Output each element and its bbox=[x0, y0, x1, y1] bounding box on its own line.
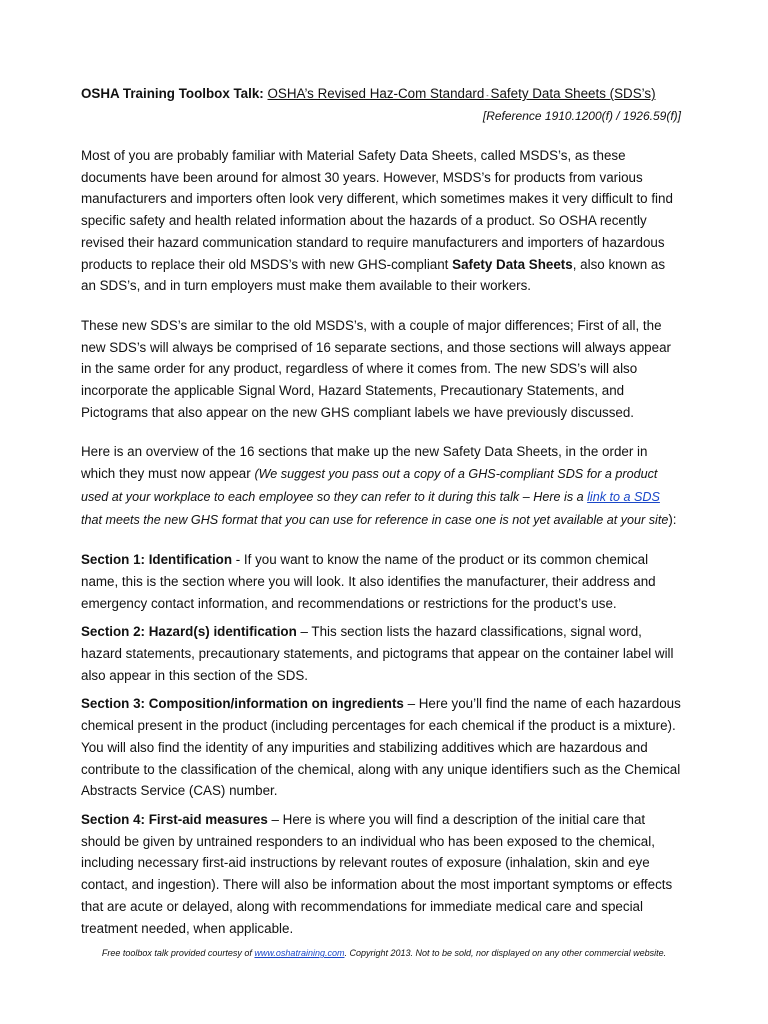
section-2-heading: Section 2: Hazard(s) identification bbox=[81, 624, 297, 640]
section-4-paragraph bbox=[81, 809, 681, 939]
footer-text-1: Free toolbox talk provided courtesy of bbox=[101, 948, 255, 958]
section-4-heading: Section 4: First-aid measures bbox=[81, 811, 268, 827]
section-2-paragraph bbox=[81, 621, 681, 686]
page-footer bbox=[0, 946, 768, 960]
title-separator: - bbox=[484, 93, 491, 100]
section-4-body: – Here is where you will find a description of the initial care that should be given by untrained responders to an individual who has been exposed to the chemical, including necessary first-aid instructions by relevant routes of exposure (inhalation, skin and eye contact, and ingestion). There will also be information about the most important symptoms or effects that are acute or delayed, along with recommendations for immediate medical care and special treatment needed, when applicable. bbox=[81, 811, 673, 936]
title-label: OSHA Training Toolbox Talk: bbox=[81, 86, 264, 101]
section-1-body: - If you want to know the name of the product or its common chemical name, this is the section where you will look. It also identifies the manufacturer, their address and emergency contact information, and recommendations or restrictions for the product’s use. bbox=[81, 552, 656, 611]
overview-italic-2: that meets the new GHS format that you can use for reference in case one is not yet available at your site bbox=[81, 512, 669, 527]
footer-website-link[interactable]: www.oshatraining.com bbox=[254, 948, 345, 958]
section-3-heading: Section 3: Composition/information on ingredients bbox=[81, 696, 404, 712]
section-1-heading: Section 1: Identification bbox=[81, 552, 233, 568]
section-2-body: – This section lists the hazard classifications, signal word, hazard statements, precautionary statements, and pictograms that appear on the container label will also appear in this section of the SDS. bbox=[81, 624, 674, 683]
differences-paragraph: These new SDS’s are similar to the old MSDS’s, with a couple of major differences; First of all, the new SDS’s will always be comprised of 16 separate sections, and those sections will always appear in the same order for any product, regardless of where it comes from. The new SDS’s will also incorporate the applicable Signal Word, Hazard Statements, Precautionary Statements, and Pictograms that also appear on the new GHS compliant labels we have previously discussed. bbox=[81, 317, 671, 420]
reference-citation: [Reference 1910.1200(f) / 1926.59(f)] bbox=[482, 109, 681, 123]
section-3-body: – Here you’ll find the name of each hazardous chemical present in the product (including percentages for each chemical if the product is a mixture). You will also find the identity of any impurities and stabilizing additives which are hazardous and contribute to the classification of the chemical, along with any unique identifiers such as the Chemical Abstracts Service (CAS) number. bbox=[81, 696, 681, 799]
intro-text-2: , also known as an SDS’s, and in turn employers must make them available to their workers. bbox=[81, 256, 666, 294]
section-1-paragraph bbox=[81, 549, 681, 614]
title-part-1: OSHA’s Revised Haz-Com Standard bbox=[267, 86, 485, 101]
intro-paragraph bbox=[81, 145, 681, 297]
intro-text-1: Most of you are probably familiar with Material Safety Data Sheets, called MSDS’s, as these documents have been around for almost 30 years. However, MSDS’s for products from various manufacturers and importers often look very different, which sometimes makes it very difficult to find specific safety and health related information about the hazards of a product. So OSHA recently revised their hazard communication standard to require manufacturers and importers of hazardous products to replace their old MSDS’s with new GHS-compliant bbox=[81, 148, 673, 272]
document-page bbox=[81, 84, 681, 939]
footer-text-2: . Copyright 2013. Not to be sold, nor displayed on any other commercial website. bbox=[344, 948, 667, 958]
section-3-paragraph bbox=[81, 693, 681, 802]
overview-italic-1: (We suggest you pass out a copy of a GHS-compliant SDS for a product used at your workplace to each employee so they can refer to it during this talk – Here is a bbox=[81, 467, 658, 504]
overview-paragraph bbox=[81, 441, 681, 531]
document-title bbox=[81, 84, 681, 107]
overview-text-2: ): bbox=[668, 511, 677, 527]
intro-bold-term: Safety Data Sheets bbox=[452, 256, 573, 272]
title-part-2: Safety Data Sheets (SDS’s) bbox=[490, 86, 656, 101]
overview-text-1: Here is an overview of the 16 sections that make up the new Safety Data Sheets, in the order in which they must now appear bbox=[81, 444, 648, 482]
sds-link[interactable]: link to a SDS bbox=[587, 489, 660, 504]
